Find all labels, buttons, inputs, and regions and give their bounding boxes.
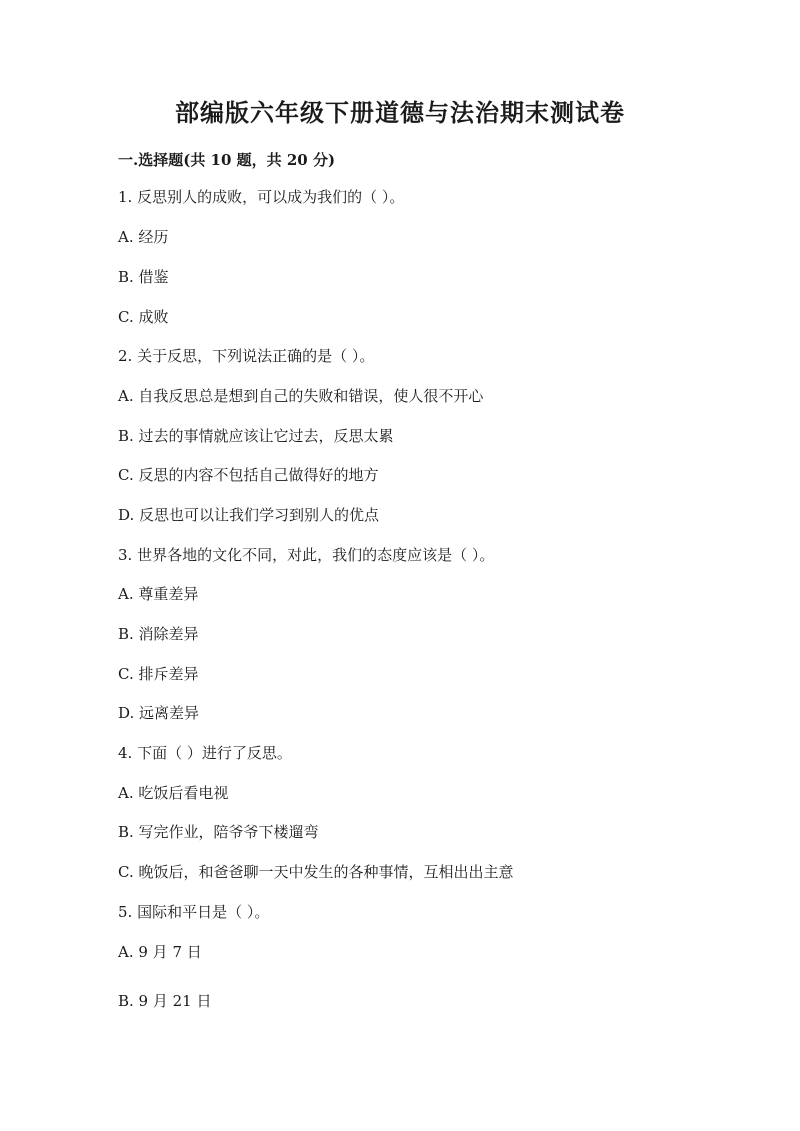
question-2-option-d: D. 反思也可以让我们学习到别人的优点 [118,506,380,524]
question-4-stem: 4. 下面（ ）进行了反思。 [118,744,292,762]
question-3-option-a: A. 尊重差异 [118,585,199,603]
question-5-option-b: B. 9 月 21 日 [118,992,212,1010]
question-2-option-b: B. 过去的事情就应该让它过去，反思太累 [118,427,394,445]
question-2-option-a: A. 自我反思总是想到自己的失败和错误，使人很不开心 [118,387,484,405]
question-2-stem: 2. 关于反思，下列说法正确的是（ ）。 [118,347,375,365]
question-1-option-a: A. 经历 [118,228,169,246]
question-4-option-a: A. 吃饭后看电视 [118,784,229,802]
question-1-stem: 1. 反思别人的成败，可以成为我们的（ ）。 [118,188,405,206]
question-4-option-c: C. 晚饭后，和爸爸聊一天中发生的各种事情，互相出出主意 [118,863,514,881]
question-3-option-c: C. 排斥差异 [118,665,199,683]
question-5-stem: 5. 国际和平日是（ ）。 [118,903,270,921]
section-heading: 一.选择题(共 10 题，共 20 分) [118,151,336,169]
page-title: 部编版六年级下册道德与法治期末测试卷 [175,98,625,127]
question-3-option-b: B. 消除差异 [118,625,199,643]
question-1-option-c: C. 成败 [118,308,169,326]
question-3-stem: 3. 世界各地的文化不同，对此，我们的态度应该是（ ）。 [118,546,495,564]
question-3-option-d: D. 远离差异 [118,704,200,722]
question-1-option-b: B. 借鉴 [118,268,169,286]
question-5-option-a: A. 9 月 7 日 [118,943,202,961]
question-2-option-c: C. 反思的内容不包括自己做得好的地方 [118,466,379,484]
question-4-option-b: B. 写完作业，陪爷爷下楼遛弯 [118,823,319,841]
